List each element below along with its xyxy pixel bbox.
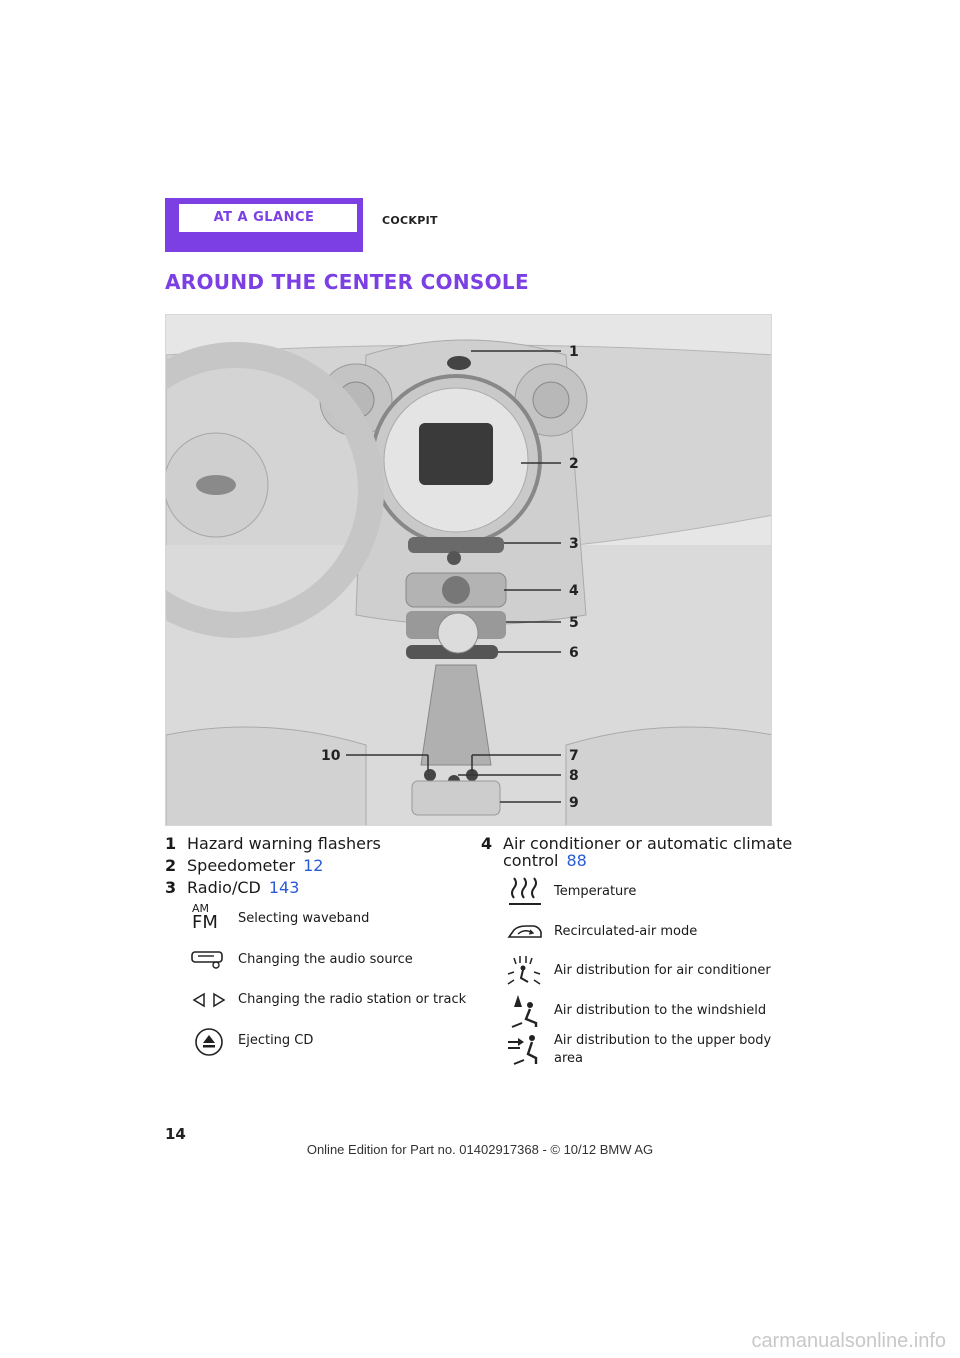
list-item-3: 3 Radio/CD 143 [165, 878, 300, 897]
callout-8: 8 [569, 768, 579, 784]
page-number: 14 [165, 1125, 186, 1143]
eject-icon [194, 1027, 224, 1061]
climate-sub-label: Recirculated-air mode [554, 924, 698, 939]
radio-sub-label: Ejecting CD [238, 1033, 314, 1048]
page-ref-link[interactable]: 143 [268, 878, 300, 897]
callout-5: 5 [569, 615, 579, 631]
page-title: AROUND THE CENTER CONSOLE [165, 270, 529, 294]
footer-edition: Online Edition for Part no. 01402917368 - © 10/12 BMW AG [306, 1142, 654, 1157]
climate-sub-label: Air distribution for air conditioner [554, 963, 771, 978]
callout-7: 7 [569, 748, 579, 764]
callout-3: 3 [569, 536, 579, 552]
watermark: carmanualsonline.info [751, 1330, 946, 1352]
climate-sub-label: Air distribution to the upper body area [554, 1033, 772, 1066]
callout-1: 1 [569, 344, 579, 360]
air-distribution-ac-icon [506, 954, 542, 992]
station-track-arrows-icon [192, 992, 226, 1012]
radio-sub-label: Changing the audio source [238, 952, 413, 967]
climate-sub-label: Air distribution to the windshield [554, 1003, 767, 1018]
section-label: COCKPIT [382, 214, 438, 227]
header-tab [165, 198, 363, 252]
radio-sub-label: Selecting waveband [238, 911, 370, 926]
callout-6: 6 [569, 645, 579, 661]
list-item-4-cont: control 88 [503, 851, 587, 870]
climate-sub-label: Temperature [554, 884, 637, 899]
air-windshield-icon [508, 993, 542, 1033]
temperature-icon [508, 874, 542, 912]
page-ref-link[interactable]: 12 [303, 856, 324, 875]
callout-2: 2 [569, 456, 579, 472]
list-item-2: 2 Speedometer 12 [165, 856, 324, 875]
callout-10: 10 [321, 748, 341, 764]
radio-sub-label: Changing the radio station or track [238, 992, 467, 1007]
header-tab-label: AT A GLANCE [213, 210, 315, 225]
list-item-1: 1 Hazard warning flashers [165, 834, 381, 853]
callout-9: 9 [569, 795, 579, 811]
callout-4: 4 [569, 583, 579, 599]
audio-source-icon [190, 950, 224, 974]
page-ref-link[interactable]: 88 [566, 851, 587, 870]
am-fm-icon: AM FM [192, 902, 218, 933]
center-console-illustration [165, 314, 772, 826]
recirculated-air-icon [506, 922, 544, 946]
list-item-4: 4 Air conditioner or automatic climate [481, 834, 793, 853]
air-upper-body-icon [506, 1032, 542, 1072]
